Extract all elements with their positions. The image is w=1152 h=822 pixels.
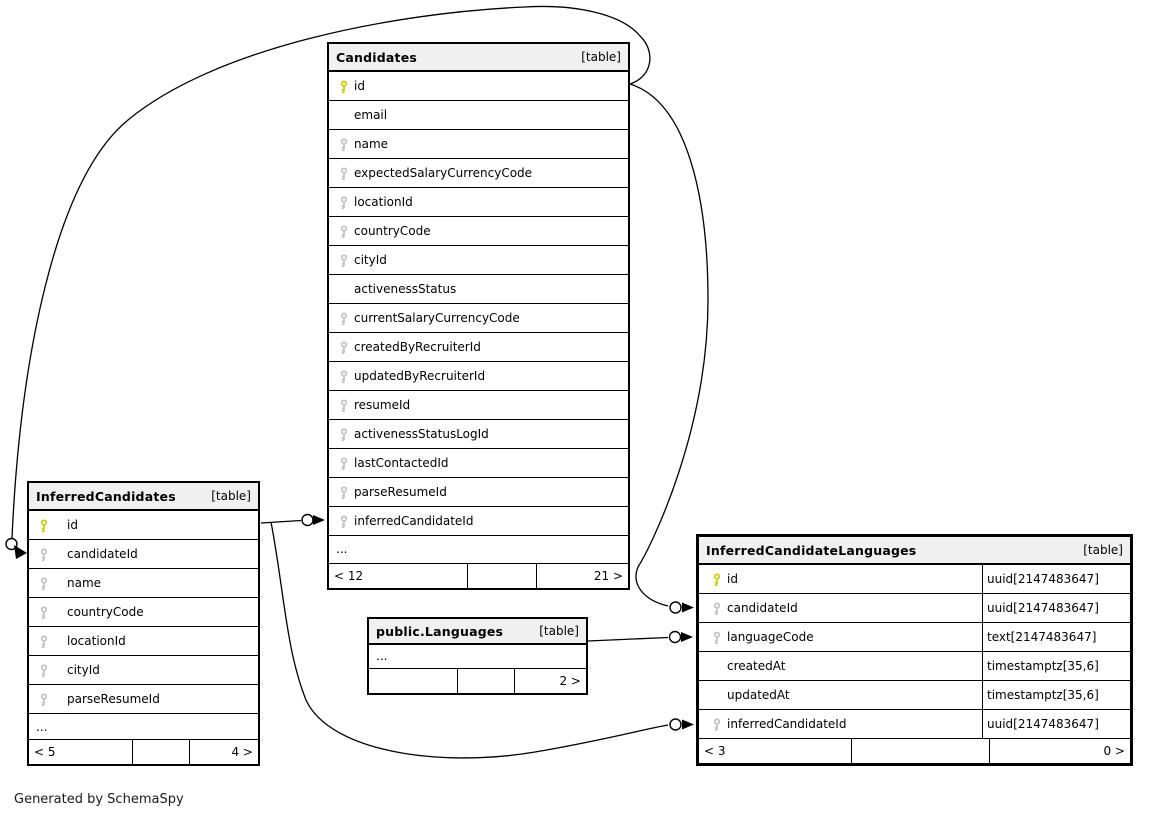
ellipsis-row: ...	[29, 714, 258, 740]
column-type: timestamptz[35,6]	[982, 681, 1130, 709]
column-name: id	[67, 518, 78, 532]
column-row-createdAt	[699, 652, 1130, 681]
footer-right-count: 4 >	[231, 745, 253, 759]
column-row-updatedAt	[699, 681, 1130, 710]
table-title[interactable]: Candidates	[336, 49, 418, 65]
gray-key-icon	[38, 577, 50, 590]
gray-key-icon	[338, 428, 350, 441]
footer-middle-cell	[468, 564, 537, 588]
relation-arrowhead	[313, 515, 325, 525]
table-header-public-languages[interactable]	[369, 619, 586, 645]
gray-key-icon	[338, 167, 350, 180]
column-name: name	[354, 137, 389, 151]
column-name: id	[354, 79, 365, 93]
relation-endpoint-circle	[670, 632, 681, 643]
table-badge: [table]	[581, 50, 621, 64]
footer-middle-cell	[852, 739, 990, 763]
relation-endpoint-circle	[670, 719, 681, 730]
gray-key-icon	[338, 138, 350, 151]
column-name: createdAt	[727, 659, 786, 673]
table-inferredcandidatelanguages	[696, 534, 1133, 766]
column-list	[329, 72, 628, 536]
column-name: countryCode	[354, 224, 431, 238]
primary-key-icon	[38, 519, 50, 532]
column-row-cityId	[329, 246, 628, 275]
table-title[interactable]: InferredCandidates	[36, 488, 176, 504]
column-name: countryCode	[67, 605, 144, 619]
gray-key-icon	[38, 635, 50, 648]
table-public-languages	[367, 617, 588, 695]
footer-left-count: < 3	[699, 739, 852, 763]
gray-key-icon	[338, 254, 350, 267]
footer-left-count: < 12	[329, 564, 468, 588]
column-name: id	[727, 572, 738, 586]
gray-key-icon	[38, 664, 50, 677]
column-name: email	[354, 108, 388, 122]
column-name: candidateId	[727, 601, 798, 615]
column-row-locationId	[29, 627, 258, 656]
ellipsis-row: ...	[369, 645, 586, 669]
column-row-inferredCandidateId	[329, 507, 628, 536]
table-inferredcandidates	[27, 481, 260, 766]
key-spacer	[711, 660, 723, 673]
column-list	[29, 511, 258, 714]
relation-inferredcandidates-id-to-candidates-inferredcandidateid	[261, 521, 301, 524]
column-row-resumeId	[329, 391, 628, 420]
column-type: text[2147483647]	[982, 623, 1130, 651]
gray-key-icon	[338, 399, 350, 412]
column-row-currentSalaryCurrencyCode	[329, 304, 628, 333]
gray-key-icon	[711, 602, 723, 615]
relation-endpoint-circle	[302, 515, 313, 526]
gray-key-icon	[338, 370, 350, 383]
table-footer	[369, 669, 586, 693]
column-name: candidateId	[67, 547, 138, 561]
relation-candidates-id-to-icl-candidateid	[630, 84, 708, 606]
column-name: cityId	[354, 253, 387, 267]
column-type: uuid[2147483647]	[982, 594, 1130, 622]
column-row-id	[29, 511, 258, 540]
gray-key-icon	[38, 548, 50, 561]
gray-key-icon	[338, 457, 350, 470]
column-type: uuid[2147483647]	[982, 710, 1130, 738]
column-row-cityId	[29, 656, 258, 685]
column-row-createdByRecruiterId	[329, 333, 628, 362]
column-row-inferredCandidateId	[699, 710, 1130, 739]
column-row-lastContactedId	[329, 449, 628, 478]
column-name: locationId	[354, 195, 413, 209]
table-header-inferredcandidates[interactable]	[29, 483, 258, 511]
gray-key-icon	[38, 606, 50, 619]
table-badge: [table]	[539, 624, 579, 638]
key-spacer	[338, 109, 350, 122]
column-name: createdByRecruiterId	[354, 340, 481, 354]
gray-key-icon	[338, 341, 350, 354]
column-list	[699, 565, 1130, 739]
primary-key-icon	[711, 573, 723, 586]
gray-key-icon	[38, 693, 50, 706]
column-row-countryCode	[29, 598, 258, 627]
footer-right-count: 2 >	[559, 674, 581, 688]
relation-arrowhead	[681, 632, 693, 642]
column-row-name	[329, 130, 628, 159]
column-row-languageCode	[699, 623, 1130, 652]
table-footer	[699, 739, 1130, 763]
ellipsis-row: ...	[329, 536, 628, 564]
column-name: inferredCandidateId	[354, 514, 474, 528]
generated-by-note: Generated by SchemaSpy	[14, 792, 184, 807]
column-row-locationId	[329, 188, 628, 217]
column-row-name	[29, 569, 258, 598]
column-name: cityId	[67, 663, 100, 677]
key-spacer	[711, 689, 723, 702]
table-footer	[329, 564, 628, 588]
column-row-activenessStatus	[329, 275, 628, 304]
relation-arrowhead	[682, 720, 694, 730]
column-name: expectedSalaryCurrencyCode	[354, 166, 533, 180]
column-name: languageCode	[727, 630, 814, 644]
column-row-email	[329, 101, 628, 130]
footer-middle-cell	[458, 669, 515, 693]
table-title[interactable]: public.Languages	[376, 623, 504, 639]
column-type: timestamptz[35,6]	[982, 652, 1130, 680]
column-row-id	[699, 565, 1130, 594]
column-row-candidateId	[699, 594, 1130, 623]
table-header-inferredcandidatelanguages[interactable]	[699, 537, 1130, 565]
column-row-parseResumeId	[329, 478, 628, 507]
column-name: name	[67, 576, 102, 590]
footer-right-count: 0 >	[1103, 744, 1125, 758]
column-row-id	[329, 72, 628, 101]
column-row-expectedSalaryCurrencyCode	[329, 159, 628, 188]
table-badge: [table]	[1083, 543, 1123, 557]
column-row-updatedByRecruiterId	[329, 362, 628, 391]
footer-middle-cell	[133, 740, 190, 764]
column-type: uuid[2147483647]	[982, 565, 1130, 593]
primary-key-icon	[338, 80, 350, 93]
footer-right-count: 21 >	[593, 569, 623, 583]
table-header-candidates[interactable]	[329, 44, 628, 72]
relation-arrowhead	[682, 603, 694, 613]
gray-key-icon	[338, 225, 350, 238]
column-name: updatedByRecruiterId	[354, 369, 486, 383]
column-name: locationId	[67, 634, 126, 648]
gray-key-icon	[711, 718, 723, 731]
relation-arrowhead	[14, 545, 27, 559]
column-name: activenessStatus	[354, 282, 457, 296]
gray-key-icon	[338, 486, 350, 499]
column-name: activenessStatusLogId	[354, 427, 489, 441]
table-footer	[29, 740, 258, 764]
table-candidates	[327, 42, 630, 590]
gray-key-icon	[338, 196, 350, 209]
column-name: inferredCandidateId	[727, 717, 847, 731]
key-spacer	[338, 283, 350, 296]
column-name: lastContactedId	[354, 456, 449, 470]
column-name: currentSalaryCurrencyCode	[354, 311, 520, 325]
table-title[interactable]: InferredCandidateLanguages	[706, 542, 917, 558]
column-row-candidateId	[29, 540, 258, 569]
gray-key-icon	[338, 515, 350, 528]
column-name: parseResumeId	[354, 485, 447, 499]
gray-key-icon	[711, 631, 723, 644]
column-name: parseResumeId	[67, 692, 160, 706]
table-badge: [table]	[211, 489, 251, 503]
relation-languages-to-icl-languagecode	[588, 638, 668, 642]
footer-left-count	[369, 669, 458, 693]
column-row-countryCode	[329, 217, 628, 246]
column-name: updatedAt	[727, 688, 790, 702]
footer-left-count: < 5	[29, 740, 133, 764]
column-row-activenessStatusLogId	[329, 420, 628, 449]
gray-key-icon	[338, 312, 350, 325]
column-name: resumeId	[354, 398, 411, 412]
column-row-parseResumeId	[29, 685, 258, 714]
relation-endpoint-circle	[670, 602, 681, 613]
